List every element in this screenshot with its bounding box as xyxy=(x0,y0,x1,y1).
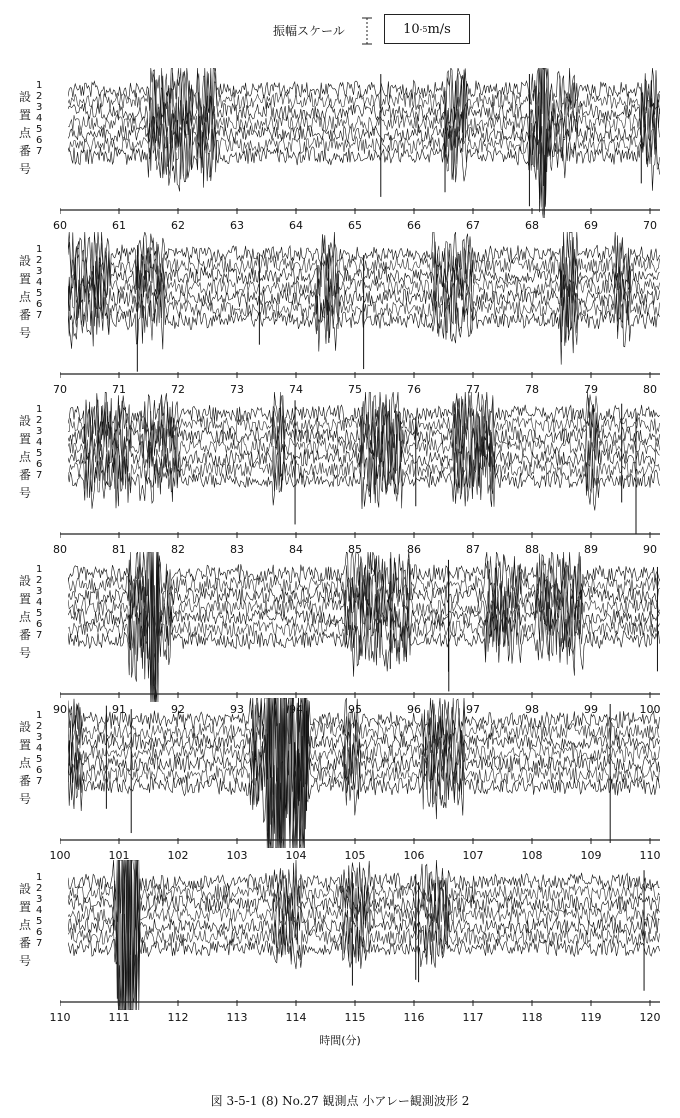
station-numbers xyxy=(36,80,42,157)
station-number: 5 xyxy=(36,916,43,927)
station-number: 7 xyxy=(36,776,43,787)
tick-label: 94 xyxy=(289,703,303,716)
y-label-char: 番 xyxy=(18,144,31,158)
tick-label: 62 xyxy=(171,219,185,232)
station-number: 5 xyxy=(36,448,43,459)
tick-label: 81 xyxy=(112,543,126,556)
tick-label: 68 xyxy=(525,219,539,232)
station-number: 6 xyxy=(36,299,43,310)
station-number: 6 xyxy=(36,765,43,776)
tick-label: 100 xyxy=(639,703,661,716)
tick-label: 85 xyxy=(348,543,362,556)
station-number: 5 xyxy=(36,608,43,619)
scale-unit: m/s xyxy=(427,21,451,37)
tick-label: 104 xyxy=(285,849,307,862)
y-label-char: 号 xyxy=(18,954,31,968)
y-label-char: 置 xyxy=(18,592,31,606)
waveform-panel xyxy=(0,552,680,722)
station-numbers xyxy=(36,710,42,787)
waveform-traces xyxy=(68,392,660,542)
station-number: 5 xyxy=(36,754,43,765)
tick-label: 110 xyxy=(639,849,661,862)
station-number: 3 xyxy=(36,586,43,597)
tick-label: 70 xyxy=(643,219,657,232)
tick-label: 82 xyxy=(171,543,185,556)
y-label-char: 番 xyxy=(18,774,31,788)
station-number: 7 xyxy=(36,146,43,157)
station-numbers xyxy=(36,564,42,641)
y-label-char: 号 xyxy=(18,646,31,660)
y-label-char: 置 xyxy=(18,272,31,286)
station-number-axis-label xyxy=(18,880,32,970)
waveform-traces xyxy=(68,552,660,702)
axis-line xyxy=(60,372,660,382)
tick-label: 88 xyxy=(525,543,539,556)
station-number: 1 xyxy=(36,710,43,721)
station-number-axis-label xyxy=(18,718,32,808)
station-number: 7 xyxy=(36,630,43,641)
tick-label: 66 xyxy=(407,219,421,232)
tick-label: 114 xyxy=(285,1011,307,1024)
axis-line xyxy=(60,838,660,848)
tick-label: 112 xyxy=(167,1011,189,1024)
scale-base: 10 xyxy=(403,21,420,37)
tick-label: 101 xyxy=(108,849,130,862)
waveform-panel xyxy=(0,860,680,1030)
station-number: 3 xyxy=(36,266,43,277)
y-label-char: 点 xyxy=(18,756,31,770)
tick-label: 113 xyxy=(226,1011,248,1024)
station-trace-5 xyxy=(68,860,660,1010)
waveform-panel xyxy=(0,392,680,562)
y-label-char: 号 xyxy=(18,326,31,340)
tick-label: 79 xyxy=(584,383,598,396)
station-number: 2 xyxy=(36,575,43,586)
waveform-traces xyxy=(68,232,660,382)
tick-label: 74 xyxy=(289,383,303,396)
tick-label: 65 xyxy=(348,219,362,232)
tick-label: 107 xyxy=(462,849,484,862)
x-axis-label: 時間(分) xyxy=(319,1034,361,1047)
station-number: 2 xyxy=(36,883,43,894)
station-number-axis-label xyxy=(18,88,32,178)
station-number: 2 xyxy=(36,255,43,266)
station-number: 6 xyxy=(36,459,43,470)
tick-label: 80 xyxy=(643,383,657,396)
y-label-char: 号 xyxy=(18,792,31,806)
station-numbers xyxy=(36,872,42,949)
station-number: 4 xyxy=(36,743,43,754)
station-number: 3 xyxy=(36,894,43,905)
tick-label: 71 xyxy=(112,383,126,396)
tick-label: 63 xyxy=(230,219,244,232)
tick-label: 90 xyxy=(643,543,657,556)
y-label-char: 置 xyxy=(18,900,31,914)
tick-label: 72 xyxy=(171,383,185,396)
tick-label: 118 xyxy=(521,1011,543,1024)
y-label-char: 置 xyxy=(18,738,31,752)
tick-label: 117 xyxy=(462,1011,484,1024)
station-number-axis-label xyxy=(18,252,32,342)
tick-label: 98 xyxy=(525,703,539,716)
y-label-char: 点 xyxy=(18,918,31,932)
axis-line xyxy=(60,1000,660,1010)
y-label-char: 設 xyxy=(18,882,31,896)
station-number: 7 xyxy=(36,310,43,321)
y-label-char: 号 xyxy=(18,486,31,500)
tick-label: 87 xyxy=(466,543,480,556)
tick-label: 106 xyxy=(403,849,425,862)
station-number: 3 xyxy=(36,732,43,743)
tick-label: 108 xyxy=(521,849,543,862)
amplitude-scale-value xyxy=(384,14,470,44)
tick-label: 111 xyxy=(108,1011,130,1024)
tick-label: 73 xyxy=(230,383,244,396)
tick-label: 86 xyxy=(407,543,421,556)
tick-label: 90 xyxy=(53,703,67,716)
axis-line xyxy=(60,208,660,218)
y-label-char: 設 xyxy=(18,720,31,734)
y-label-char: 点 xyxy=(18,450,31,464)
tick-label: 99 xyxy=(584,703,598,716)
tick-label: 75 xyxy=(348,383,362,396)
tick-label: 83 xyxy=(230,543,244,556)
station-number: 2 xyxy=(36,721,43,732)
station-number: 4 xyxy=(36,905,43,916)
y-label-char: 号 xyxy=(18,162,31,176)
y-label-char: 点 xyxy=(18,610,31,624)
station-number: 1 xyxy=(36,244,43,255)
y-label-char: 設 xyxy=(18,414,31,428)
tick-label: 91 xyxy=(112,703,126,716)
station-number: 2 xyxy=(36,415,43,426)
station-numbers xyxy=(36,404,42,481)
amplitude-scale-bar xyxy=(352,16,382,46)
axis-line xyxy=(60,532,660,542)
tick-label: 116 xyxy=(403,1011,425,1024)
station-number: 4 xyxy=(36,277,43,288)
station-numbers xyxy=(36,244,42,321)
tick-label: 60 xyxy=(53,219,67,232)
tick-label: 109 xyxy=(580,849,602,862)
tick-label: 93 xyxy=(230,703,244,716)
y-label-char: 置 xyxy=(18,432,31,446)
waveform-panel xyxy=(0,232,680,402)
figure-caption: 図 3-5-1 (8) No.27 観測点 小アレー観測波形 2 xyxy=(210,1094,470,1108)
station-number: 3 xyxy=(36,102,43,113)
y-label-char: 点 xyxy=(18,290,31,304)
tick-label: 103 xyxy=(226,849,248,862)
waveform-panel xyxy=(0,698,680,868)
station-number: 4 xyxy=(36,597,43,608)
station-number: 3 xyxy=(36,426,43,437)
y-label-char: 番 xyxy=(18,468,31,482)
tick-label: 105 xyxy=(344,849,366,862)
tick-label: 100 xyxy=(49,849,71,862)
station-number: 2 xyxy=(36,91,43,102)
y-label-char: 置 xyxy=(18,108,31,122)
time-axis xyxy=(49,1000,661,1030)
y-label-char: 設 xyxy=(18,90,31,104)
tick-label: 67 xyxy=(466,219,480,232)
station-number: 6 xyxy=(36,619,43,630)
tick-label: 119 xyxy=(580,1011,602,1024)
tick-label: 78 xyxy=(525,383,539,396)
station-number: 5 xyxy=(36,124,43,135)
station-number: 4 xyxy=(36,437,43,448)
station-number-axis-label xyxy=(18,572,32,662)
station-number: 5 xyxy=(36,288,43,299)
station-trace-6 xyxy=(68,698,660,848)
scale-exponent: -5 xyxy=(419,24,428,34)
y-label-char: 設 xyxy=(18,574,31,588)
station-number: 1 xyxy=(36,564,43,575)
tick-label: 84 xyxy=(289,543,303,556)
waveform-traces xyxy=(68,698,660,848)
station-trace-5 xyxy=(68,68,660,215)
tick-label: 64 xyxy=(289,219,303,232)
station-number: 1 xyxy=(36,80,43,91)
tick-label: 70 xyxy=(53,383,67,396)
tick-label: 115 xyxy=(344,1011,366,1024)
tick-label: 95 xyxy=(348,703,362,716)
tick-label: 89 xyxy=(584,543,598,556)
station-number: 4 xyxy=(36,113,43,124)
tick-label: 110 xyxy=(49,1011,71,1024)
tick-label: 76 xyxy=(407,383,421,396)
station-number: 1 xyxy=(36,404,43,415)
amplitude-scale-label: 振幅スケール xyxy=(273,24,345,38)
station-number: 6 xyxy=(36,135,43,146)
tick-label: 69 xyxy=(584,219,598,232)
y-label-char: 番 xyxy=(18,936,31,950)
tick-label: 92 xyxy=(171,703,185,716)
station-number-axis-label xyxy=(18,412,32,502)
tick-label: 96 xyxy=(407,703,421,716)
y-label-char: 点 xyxy=(18,126,31,140)
station-number: 7 xyxy=(36,470,43,481)
tick-label: 102 xyxy=(167,849,189,862)
station-number: 1 xyxy=(36,872,43,883)
waveform-traces xyxy=(68,860,660,1010)
tick-label: 80 xyxy=(53,543,67,556)
waveform-panel xyxy=(0,68,680,238)
station-number: 7 xyxy=(36,938,43,949)
waveform-traces xyxy=(68,68,660,218)
tick-label: 97 xyxy=(466,703,480,716)
tick-label: 120 xyxy=(639,1011,661,1024)
tick-label: 61 xyxy=(112,219,126,232)
tick-label: 77 xyxy=(466,383,480,396)
y-label-char: 番 xyxy=(18,628,31,642)
y-label-char: 設 xyxy=(18,254,31,268)
y-label-char: 番 xyxy=(18,308,31,322)
station-number: 6 xyxy=(36,927,43,938)
